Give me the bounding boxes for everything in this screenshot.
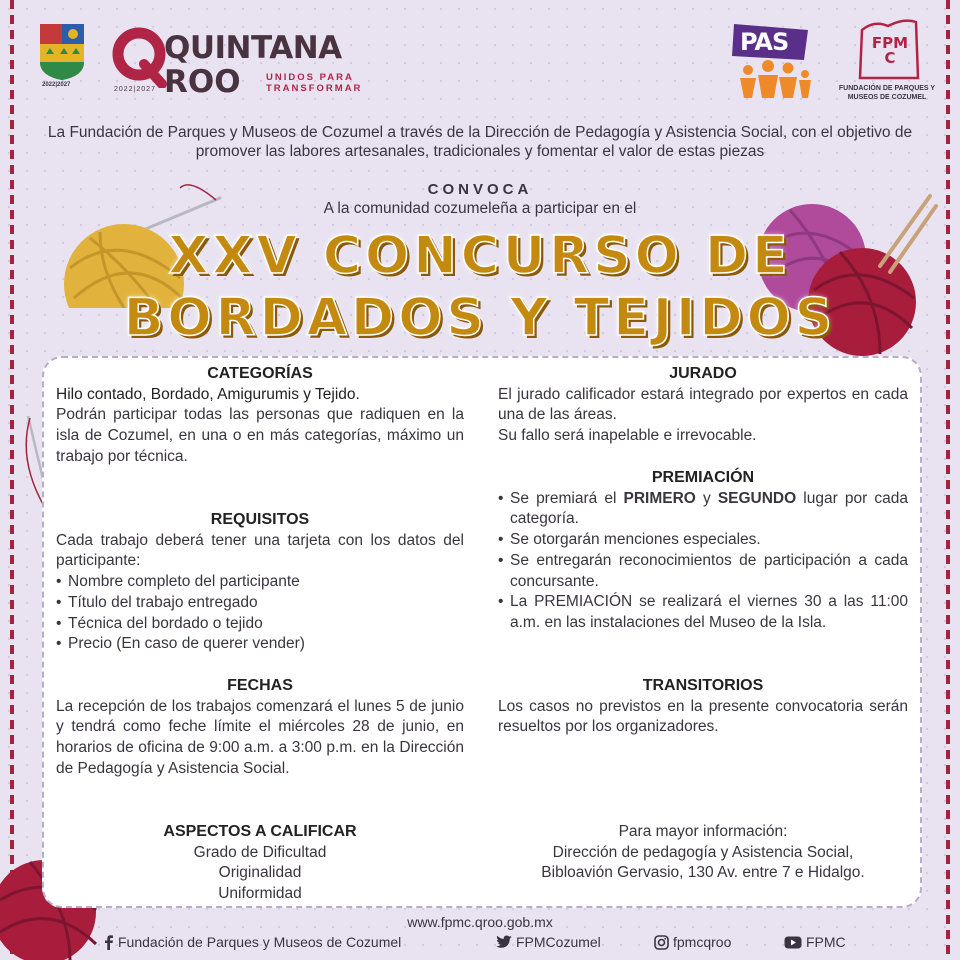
- youtube-icon: [784, 936, 802, 949]
- list-item: Grado de Dificultad: [193, 843, 327, 861]
- list-item: Originalidad: [218, 864, 302, 882]
- transitorios-section: [498, 676, 908, 738]
- requisitos-list: [56, 572, 464, 655]
- fechas-text: La recepción de los trabajos comenzará el lunes 5 de junio y tendrá como feche límite el miércoles 28 de junio, en horarios de oficina de 9:00 a.m. a 3:00 p.m. en la Dirección de Pedagogía y Asistencia Social.: [56, 697, 464, 777]
- qroo-title-top: QUINTANA: [164, 30, 342, 66]
- rules-card: [42, 356, 922, 908]
- premiacion-section: [498, 468, 908, 634]
- fpmc-logo-subtitle: FUNDACIÓN DE PARQUES Y MUSEOS DE COZUMEL: [838, 85, 936, 101]
- list-item: Uniformidad: [218, 885, 302, 903]
- fpmc-logo: [832, 16, 942, 106]
- instagram-icon: [654, 935, 669, 950]
- right-stitch-border: [946, 0, 950, 960]
- premiacion-heading: PREMIACIÓN: [651, 469, 755, 486]
- fechas-heading: FECHAS: [227, 677, 293, 694]
- fpmc-logo-text: FPMC: [871, 34, 909, 67]
- jurado-text: El jurado calificador estará integrado por expertos en cada una de las áreas.: [498, 385, 908, 424]
- social-links: [100, 934, 900, 954]
- shield-period: 2022|2027: [42, 82, 71, 88]
- facebook-label: Fundación de Parques y Museos de Cozumel: [118, 934, 402, 950]
- pas-logo: [730, 22, 816, 100]
- transitorios-text: Los casos no previstos en la presente convocatoria serán resueltos por los organizadores.: [498, 697, 908, 736]
- aspectos-heading: ASPECTOS A CALIFICAR: [163, 823, 357, 840]
- pas-logo-text: PAS: [740, 28, 789, 56]
- info-line-2: Dirección de pedagogía y Asistencia Social,: [552, 843, 854, 861]
- categorias-lead: Hilo contado, Bordado, Amigurumis y Tejido.: [56, 385, 360, 403]
- facebook-icon: [104, 935, 114, 950]
- youtube-link[interactable]: [784, 934, 846, 950]
- facebook-link[interactable]: [104, 934, 401, 950]
- invitation-text: A la comunidad cozumeleña a participar en el: [323, 200, 637, 217]
- qroo-period: 2022|2027: [114, 86, 156, 93]
- list-item: • Nombre completo del participante: [56, 572, 464, 593]
- twitter-link[interactable]: [496, 934, 601, 950]
- requisitos-section: [56, 510, 464, 655]
- list-item: • La PREMIACIÓN se realizará el viernes 30 a las 11:00 a.m. en las instalaciones del Museo de la Isla.: [498, 592, 908, 633]
- list-item: • Precio (En caso de querer vender): [56, 634, 464, 655]
- list-item: • Técnica del bordado o tejido: [56, 614, 464, 635]
- quintana-roo-logo: [112, 20, 372, 100]
- intro-text: La Fundación de Parques y Museos de Cozumel a través de la Dirección de Pedagogía y Asistencia Social, con el objetivo de promover las labores artesanales, tradicionales y fomentar el valor de estas piezas: [47, 124, 913, 160]
- aspectos-section: [56, 822, 464, 905]
- categorias-text: Podrán participar todas las personas que radiquen en la isla de Cozumel, en una o en más categorías, máximo un trabajo por técnica.: [56, 406, 464, 465]
- requisitos-heading: REQUISITOS: [210, 511, 310, 528]
- instagram-label: fpmcqroo: [673, 934, 732, 950]
- categorias-heading: CATEGORÍAS: [207, 365, 313, 382]
- twitter-icon: [496, 935, 512, 949]
- list-item: • Título del trabajo entregado: [56, 593, 464, 614]
- jurado-text-2: Su fallo será inapelable e irrevocable.: [498, 427, 757, 445]
- info-line-3: Bibloavión Gervasio, 130 Av. entre 7 e Hidalgo.: [541, 864, 865, 882]
- jurado-section: [498, 364, 908, 447]
- list-item: • Se otorgarán menciones especiales.: [498, 530, 908, 551]
- convoca-heading: CONVOCA: [427, 181, 533, 198]
- list-item: • Se premiará el PRIMERO y SEGUNDO lugar por cada categoría.: [498, 489, 908, 530]
- twitter-label: FPMCozumel: [516, 934, 601, 950]
- contest-title-line2: BORDADOS Y TEJIDOS: [123, 288, 837, 348]
- info-section: [498, 822, 908, 884]
- transitorios-heading: TRANSITORIOS: [642, 677, 764, 694]
- instagram-link[interactable]: [654, 934, 731, 950]
- qroo-title-bottom: ROO: [164, 64, 241, 100]
- categorias-section: [56, 364, 464, 468]
- youtube-label: FPMC: [806, 934, 846, 950]
- qroo-tagline: UNIDOS PARA TRANSFORMAR: [266, 72, 363, 94]
- info-line-1: Para mayor información:: [618, 823, 788, 840]
- list-item: • Se entregarán reconocimientos de participación a cada concursante.: [498, 551, 908, 592]
- quintana-roo-shield-logo: [36, 18, 88, 88]
- jurado-heading: JURADO: [669, 365, 737, 382]
- requisitos-text: Cada trabajo deberá tener una tarjeta con los datos del participante:: [56, 531, 464, 570]
- left-stitch-border: [10, 0, 14, 960]
- premiacion-list: [498, 489, 908, 634]
- fechas-section: [56, 676, 464, 780]
- contest-title-line1: XXV CONCURSO DE: [168, 226, 792, 286]
- website-link[interactable]: www.fpmc.qroo.gob.mx: [407, 914, 553, 930]
